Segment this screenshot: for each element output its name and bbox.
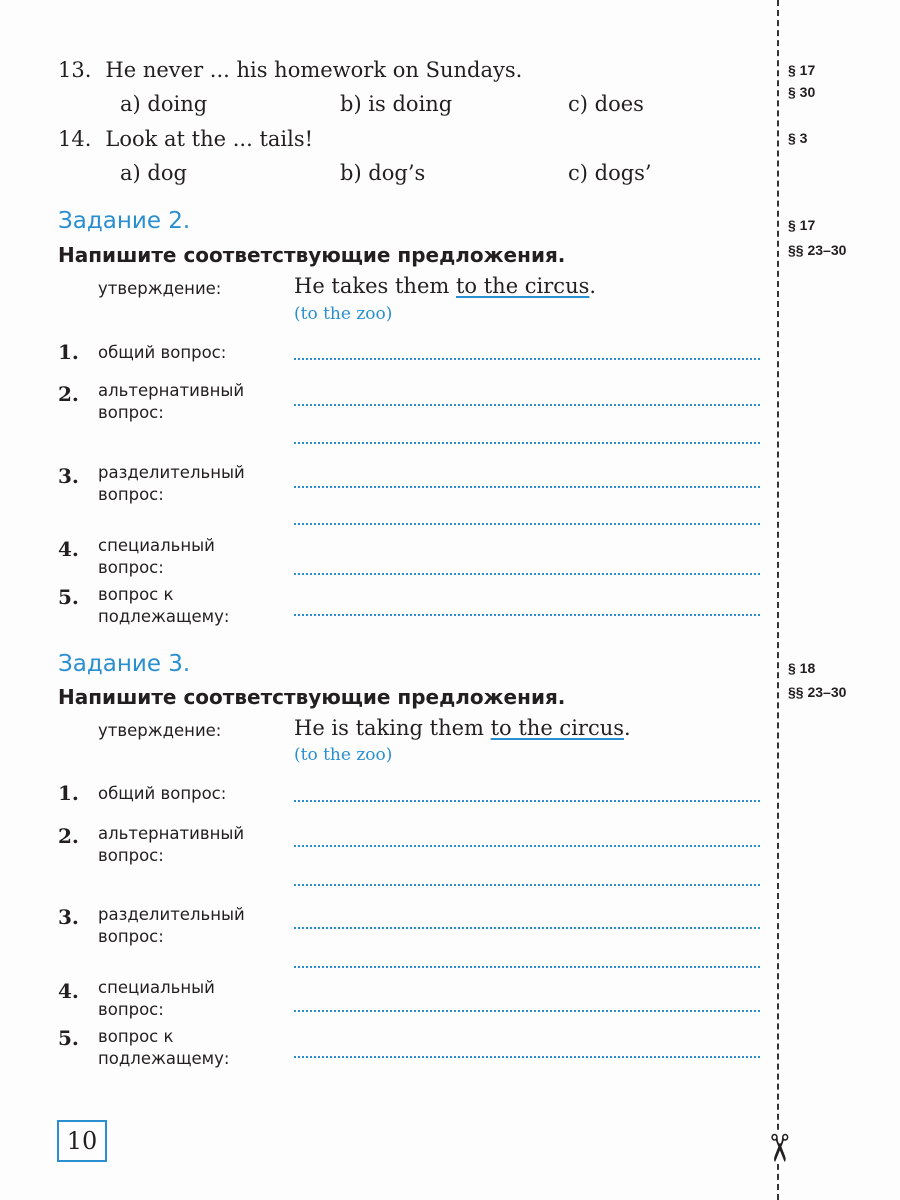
statement-end: .	[589, 274, 597, 298]
label-line: альтернативный	[98, 381, 245, 400]
item-label: общий вопрос:	[98, 784, 227, 803]
hint: (to the zoo)	[294, 745, 393, 765]
item-number: 5.	[58, 1026, 79, 1050]
answer-line[interactable]	[294, 845, 760, 847]
answer-line[interactable]	[294, 1010, 760, 1012]
q-text: He never ... his homework on Sundays.	[105, 58, 523, 82]
item-number: 1.	[58, 340, 79, 364]
task-instruction: Напишите соответствующие предложения.	[58, 685, 566, 709]
option[interactable]: c) does	[568, 92, 644, 116]
statement	[294, 274, 596, 298]
option[interactable]: c) dogs’	[568, 161, 652, 185]
label-line: вопрос к	[98, 585, 174, 604]
q-text: Look at the ... tails!	[105, 127, 314, 151]
item-label	[98, 904, 245, 948]
scissors-icon: ✂	[756, 1132, 799, 1164]
section-ref: § 17	[788, 62, 816, 78]
label-line: специальный	[98, 536, 215, 555]
statement-underlined: to the circus	[455, 274, 590, 298]
label-line: вопрос:	[98, 403, 164, 422]
option[interactable]: b) is doing	[340, 92, 453, 116]
option[interactable]: a) doing	[120, 92, 208, 116]
item-number: 4.	[58, 979, 79, 1003]
label-line: вопрос:	[98, 558, 164, 577]
item-number: 2.	[58, 382, 79, 406]
label-line: подлежащему:	[98, 607, 230, 626]
item-number: 3.	[58, 464, 79, 488]
item-label	[98, 535, 215, 579]
answer-line[interactable]	[294, 573, 760, 575]
answer-line[interactable]	[294, 358, 760, 360]
statement-text: He takes them	[294, 274, 456, 298]
answer-line[interactable]	[294, 800, 760, 802]
answer-line[interactable]	[294, 927, 760, 929]
option[interactable]: a) dog	[120, 161, 187, 185]
answer-line[interactable]	[294, 614, 760, 616]
statement	[294, 716, 631, 740]
section-ref: §§ 23–30	[788, 242, 847, 258]
statement-text: He is taking them	[294, 716, 491, 740]
label-line: подлежащему:	[98, 1049, 230, 1068]
item-label: общий вопрос:	[98, 343, 227, 362]
item-number: 2.	[58, 824, 79, 848]
label-line: разделительный	[98, 463, 245, 482]
item-label	[98, 823, 244, 867]
label-line: вопрос:	[98, 1000, 164, 1019]
item-label	[98, 977, 215, 1021]
task-title: Задание 2.	[58, 208, 191, 234]
question-13	[58, 58, 522, 82]
label-line: разделительный	[98, 905, 245, 924]
item-number: 3.	[58, 905, 79, 929]
statement-end: .	[624, 716, 631, 740]
answer-line[interactable]	[294, 486, 760, 488]
answer-line[interactable]	[294, 523, 760, 525]
item-label	[98, 462, 245, 506]
section-ref: § 3	[788, 130, 808, 146]
q-num: 14.	[58, 127, 92, 151]
item-label	[98, 380, 244, 424]
label-line: вопрос к	[98, 1027, 174, 1046]
section-ref: § 17	[788, 217, 816, 233]
q-num: 13.	[58, 58, 92, 82]
statement-label: утверждение:	[98, 721, 222, 740]
question-14	[58, 127, 313, 151]
answer-line[interactable]	[294, 404, 760, 406]
label-line: специальный	[98, 978, 215, 997]
item-label	[98, 584, 229, 628]
item-number: 5.	[58, 585, 79, 609]
label-line: вопрос:	[98, 485, 164, 504]
statement-underlined: to the circus	[490, 716, 625, 740]
section-ref: §§ 23–30	[788, 684, 847, 700]
label-line: вопрос:	[98, 846, 164, 865]
cut-line	[777, 0, 779, 1200]
answer-line[interactable]	[294, 966, 760, 968]
item-number: 1.	[58, 781, 79, 805]
item-number: 4.	[58, 537, 79, 561]
task-title: Задание 3.	[58, 651, 191, 677]
hint: (to the zoo)	[294, 304, 393, 324]
section-ref: § 30	[788, 84, 816, 100]
statement-label: утверждение:	[98, 279, 222, 298]
option[interactable]: b) dog’s	[340, 161, 426, 185]
item-label	[98, 1026, 229, 1070]
task-instruction: Напишите соответствующие предложения.	[58, 243, 566, 267]
section-ref: § 18	[788, 660, 816, 676]
answer-line[interactable]	[294, 442, 760, 444]
answer-line[interactable]	[294, 1056, 760, 1058]
label-line: вопрос:	[98, 927, 164, 946]
label-line: альтернативный	[98, 824, 245, 843]
page-number: 10	[57, 1120, 107, 1162]
answer-line[interactable]	[294, 884, 760, 886]
